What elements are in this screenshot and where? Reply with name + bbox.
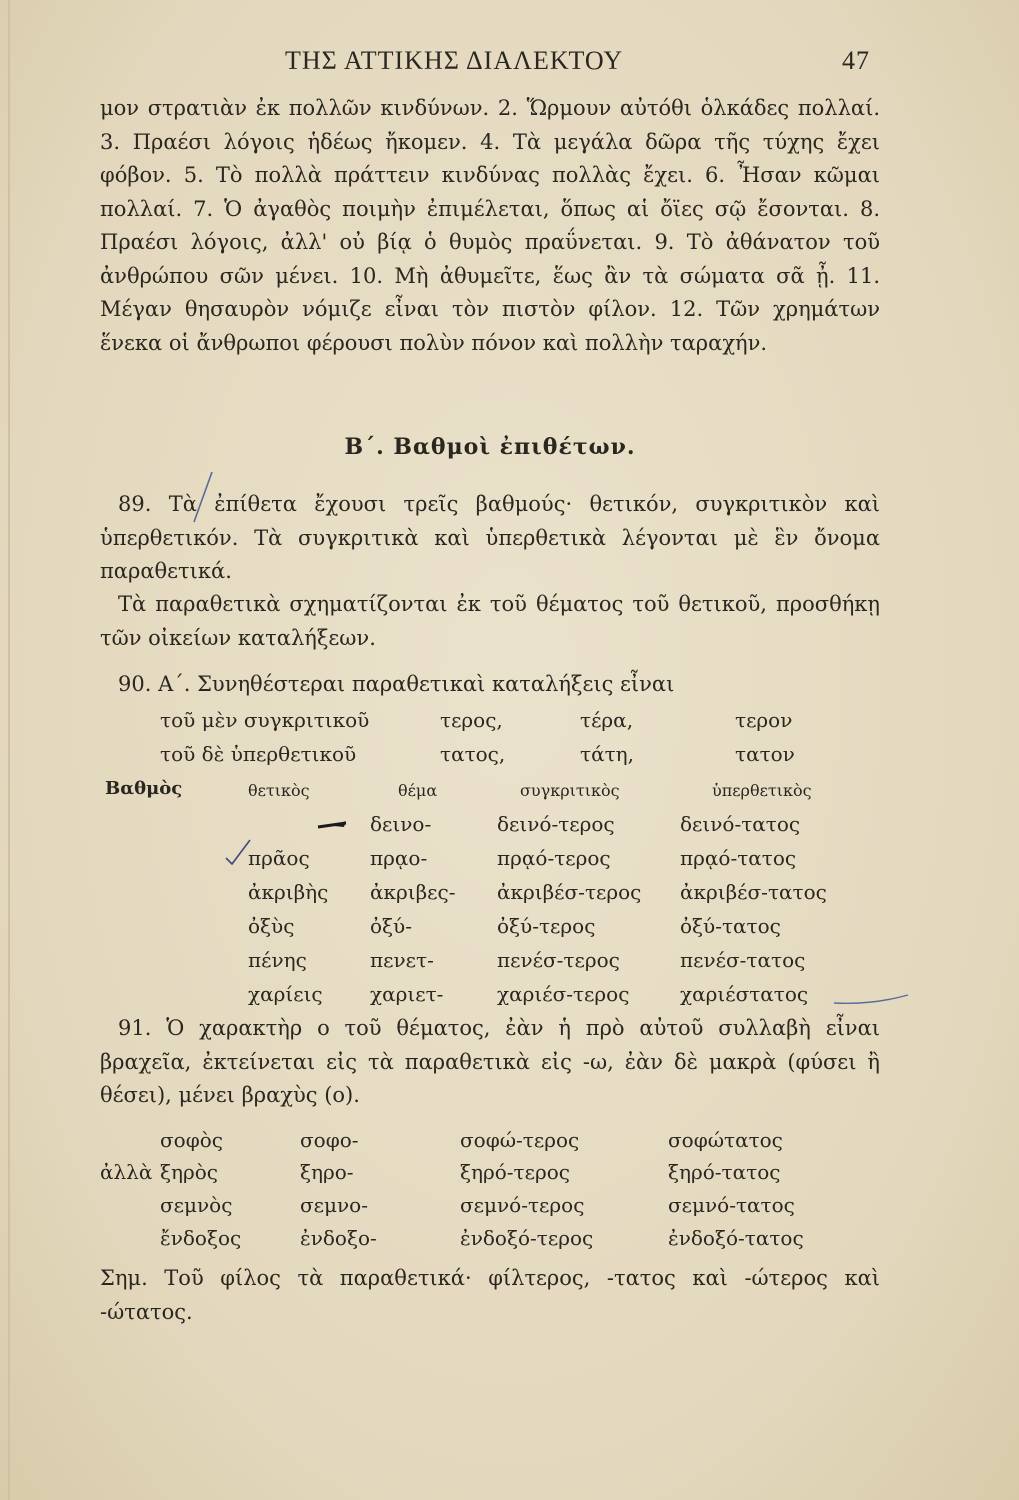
exercise-paragraph: μον στρατιὰν ἐκ πολλῶν κινδύνων. 2. Ὥρμουν αὐτόθι ὁλκάδες πολλαί. 3. Πραέσι λόγοις ἡδέως ἤκομεν. 4. Τὰ μεγάλα δῶρα τῆς τύχης ἔχει φόβον. 5. Τὸ πολλὰ πράττειν κινδύνας πολλὰς ἔχει. 6. Ἦσαν κῶμαι πολλαί. 7. Ὁ ἀγαθὸς ποιμὴν ἐπιμέλεται, ὅπως αἱ ὄϊες σῷ ἔσονται. 8. Πραέσι λόγοις, ἀλλ' οὐ βίᾳ ὁ θυμὸς πραΰνεται. 9. Τὸ ἀθάνατον τοῦ ἀνθρώπου σῶν μένει. 10. Μὴ ἀθυμεῖτε, ἕως ἂν τὰ σώματα σᾶ ᾖ. 11. Μέγαν θησαυρὸν νόμιζε εἶναι τὸν πιστὸν φίλον. 12. Τῶν χρημάτων ἕνεκα οἱ ἄνθρωποι φέρουσι πολὺν πόνον καὶ πολλὴν ταραχήν. xyxy=(100,96,880,355)
cell-stem: σεμνο- xyxy=(300,1193,368,1217)
cell-positive: ἔνδοξος xyxy=(160,1226,242,1250)
column-header: θέμα xyxy=(398,781,438,800)
cell-stem: δεινο- xyxy=(370,812,432,836)
table-row xyxy=(0,880,1019,914)
cell-comparative: ἐνδοξό-τερος xyxy=(460,1226,594,1250)
row-label: Βαθμὸς xyxy=(105,778,183,799)
cell-positive: πρᾶος xyxy=(248,846,310,870)
column-header: θετικὸς xyxy=(248,781,310,800)
cell-stem: ὀξύ- xyxy=(370,914,412,938)
table-row xyxy=(0,846,1019,880)
table-row xyxy=(0,914,1019,948)
cell-stem: ἐνδοξο- xyxy=(300,1226,377,1250)
pencil-tick-icon xyxy=(316,812,352,836)
cell-comparative: χαριέσ-τερος xyxy=(497,982,630,1006)
cell-superlative: σεμνό-τατος xyxy=(668,1193,795,1217)
paragraph-89: 89. Τὰ ἐπίθετα ἔχουσι τρεῖς βαθμούς· θετικόν, συγκριτικὸν καὶ ὑπερθετικόν. Τὰ συγκριτικὰ καὶ ὑπερθετικὰ λέγονται μὲ ἓν ὄνομα παραθετικά. xyxy=(100,492,880,583)
prefix-label: ἀλλὰ xyxy=(100,1160,153,1184)
cell-positive: σεμνὸς xyxy=(160,1193,233,1217)
paragraph-90: 90. Α΄. Συνηθέστεραι παραθετικαὶ καταλήξεις εἶναι xyxy=(118,672,675,696)
cell-positive: ξηρὸς xyxy=(160,1160,218,1184)
endings-label: τοῦ δὲ ὑπερθετικοῦ xyxy=(160,742,357,766)
cell-comparative: πρᾳό-τερος xyxy=(497,846,611,870)
ending-fem: τάτη, xyxy=(580,742,634,766)
cell-stem: ξηρο- xyxy=(300,1160,354,1184)
endings-label: τοῦ μὲν συγκριτικοῦ xyxy=(160,708,370,732)
ending-fem: τέρα, xyxy=(580,708,634,732)
cell-superlative: πενέσ-τατος xyxy=(680,948,806,972)
page-number: 47 xyxy=(842,46,870,75)
running-header xyxy=(100,38,880,78)
cell-positive: ὀξὺς xyxy=(248,914,295,938)
cell-superlative: ὀξύ-τατος xyxy=(680,914,781,938)
endings-row xyxy=(0,708,1019,742)
cell-positive: σοφὸς xyxy=(160,1128,223,1152)
section-heading: Β΄. Βαθμοὶ ἐπιθέτων. xyxy=(344,434,636,460)
table-row xyxy=(0,948,1019,982)
ending-neut: τερον xyxy=(735,708,793,732)
note-paragraph: Σημ. Τοῦ φίλος τὰ παραθετικά· φίλτερος, -τατος καὶ -ώτερος καὶ -ώτατος. xyxy=(100,1266,880,1324)
cell-stem: ἀκριβες- xyxy=(370,880,456,904)
table-row xyxy=(0,1160,1019,1194)
paragraph-89-cont: Τὰ παραθετικὰ σχηματίζονται ἐκ τοῦ θέματος τοῦ θετικοῦ, προσθήκῃ τῶν οἰκείων καταλήξεων. xyxy=(100,592,880,650)
cell-superlative: χαριέστατος xyxy=(680,982,809,1006)
column-header: συγκριτικὸς xyxy=(520,781,620,800)
cell-comparative: σοφώ-τερος xyxy=(460,1128,580,1152)
cell-superlative: δεινό-τατος xyxy=(680,812,801,836)
cell-superlative: πρᾳό-τατος xyxy=(680,846,797,870)
cell-stem: πενετ- xyxy=(370,948,434,972)
table-header-row xyxy=(0,778,1019,812)
endings-row xyxy=(0,742,1019,776)
table-row xyxy=(0,812,1019,846)
cell-superlative: ξηρό-τατος xyxy=(668,1160,781,1184)
cell-comparative: ξηρό-τερος xyxy=(460,1160,570,1184)
ending-masc: τατος, xyxy=(440,742,506,766)
cell-comparative: πενέσ-τερος xyxy=(497,948,620,972)
cell-superlative: σοφώτατος xyxy=(668,1128,783,1152)
table-row xyxy=(0,1128,1019,1162)
cell-comparative: ἀκριβέσ-τερος xyxy=(497,880,642,904)
cell-stem: πρᾳο- xyxy=(370,846,428,870)
cell-positive: πένης xyxy=(248,948,307,972)
table-row xyxy=(0,982,1019,1016)
cell-positive: ἀκριβὴς xyxy=(248,880,329,904)
cell-stem: χαριετ- xyxy=(370,982,444,1006)
ending-masc: τερος, xyxy=(440,708,503,732)
cell-stem: σοφο- xyxy=(300,1128,359,1152)
cell-superlative: ἀκριβέσ-τατος xyxy=(680,880,827,904)
table-row xyxy=(0,1193,1019,1227)
paragraph-91: 91. Ὁ χαρακτὴρ ο τοῦ θέματος, ἐὰν ἡ πρὸ αὐτοῦ συλλαβὴ εἶναι βραχεῖα, ἐκτείνεται εἰς τὰ παραθετικὰ εἰς -ω, ἐὰν δὲ μακρὰ (φύσει ἢ θέσει), μένει βραχὺς (ο). xyxy=(100,1016,880,1107)
cell-positive: χαρίεις xyxy=(248,982,323,1006)
cell-superlative: ἐνδοξό-τατος xyxy=(668,1226,804,1250)
pencil-underline-icon xyxy=(832,988,912,1012)
column-header: ὑπερθετικὸς xyxy=(712,781,812,800)
cell-comparative: ὀξύ-τερος xyxy=(497,914,596,938)
cell-comparative: σεμνό-τερος xyxy=(460,1193,585,1217)
ending-neut: τατον xyxy=(735,742,795,766)
cell-comparative: δεινό-τερος xyxy=(497,812,615,836)
header-title: ΤΗΣ ΑΤΤΙΚΗΣ ΔΙΑΛΕΚΤΟΥ xyxy=(285,46,624,75)
table-row xyxy=(0,1226,1019,1260)
